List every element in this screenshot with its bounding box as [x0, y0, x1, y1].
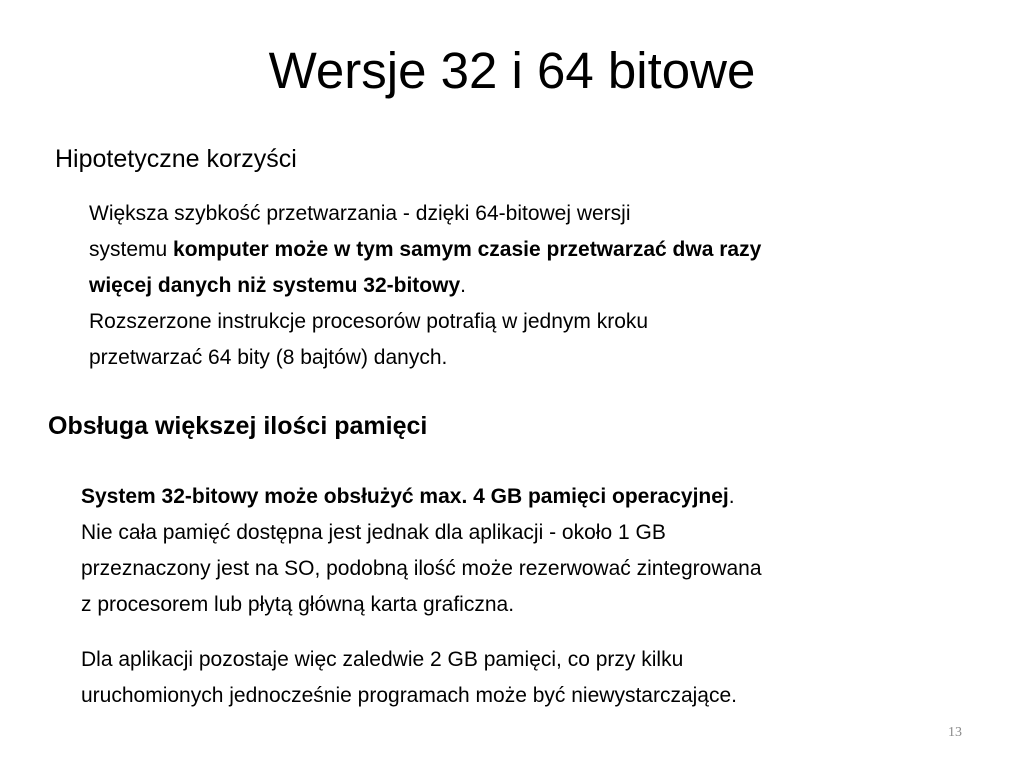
paragraph-line [89, 268, 909, 304]
plain-text: . [728, 485, 735, 508]
paragraph-benefits [89, 196, 909, 376]
plain-text: systemu [89, 238, 174, 261]
paragraph-remaining-memory [81, 642, 941, 714]
slide-title: Wersje 32 i 64 bitowe [268, 42, 756, 99]
paragraph-line [81, 479, 941, 515]
paragraph-line: uruchomionych jednocześnie programach może być niewystarczające. [81, 684, 737, 707]
plain-text: . [460, 274, 466, 297]
paragraph-line: z procesorem lub płytą główną karta graficzna. [81, 593, 515, 616]
bold-text: System 32-bitowy może obsłużyć max. 4 GB pamięci operacyjnej [81, 485, 729, 508]
paragraph-line: przeznaczony jest na SO, podobną ilość może rezerwować zintegrowana [81, 557, 762, 580]
paragraph-line: przetwarzać 64 bity (8 bajtów) danych. [89, 346, 448, 369]
paragraph-line: Dla aplikacji pozostaje więc zaledwie 2 GB pamięci, co przy kilku [81, 648, 684, 671]
paragraph-line: Rozszerzone instrukcje procesorów potrafią w jednym kroku [89, 310, 649, 333]
paragraph-memory-limit [81, 479, 941, 623]
section-heading-memory: Obsługa większej ilości pamięci [48, 412, 428, 440]
section-heading-benefits: Hipotetyczne korzyści [55, 145, 297, 173]
page-number: 13 [948, 725, 962, 740]
bold-text: więcej danych niż systemu 32-bitowy [89, 274, 461, 297]
paragraph-line: Większa szybkość przetwarzania - dzięki 64-bitowej wersji [89, 202, 631, 225]
paragraph-line: Nie cała pamięć dostępna jest jednak dla aplikacji - około 1 GB [81, 521, 666, 544]
bold-text: komputer może w tym samym czasie przetwarzać dwa razy [173, 238, 762, 261]
paragraph-line [89, 232, 909, 268]
